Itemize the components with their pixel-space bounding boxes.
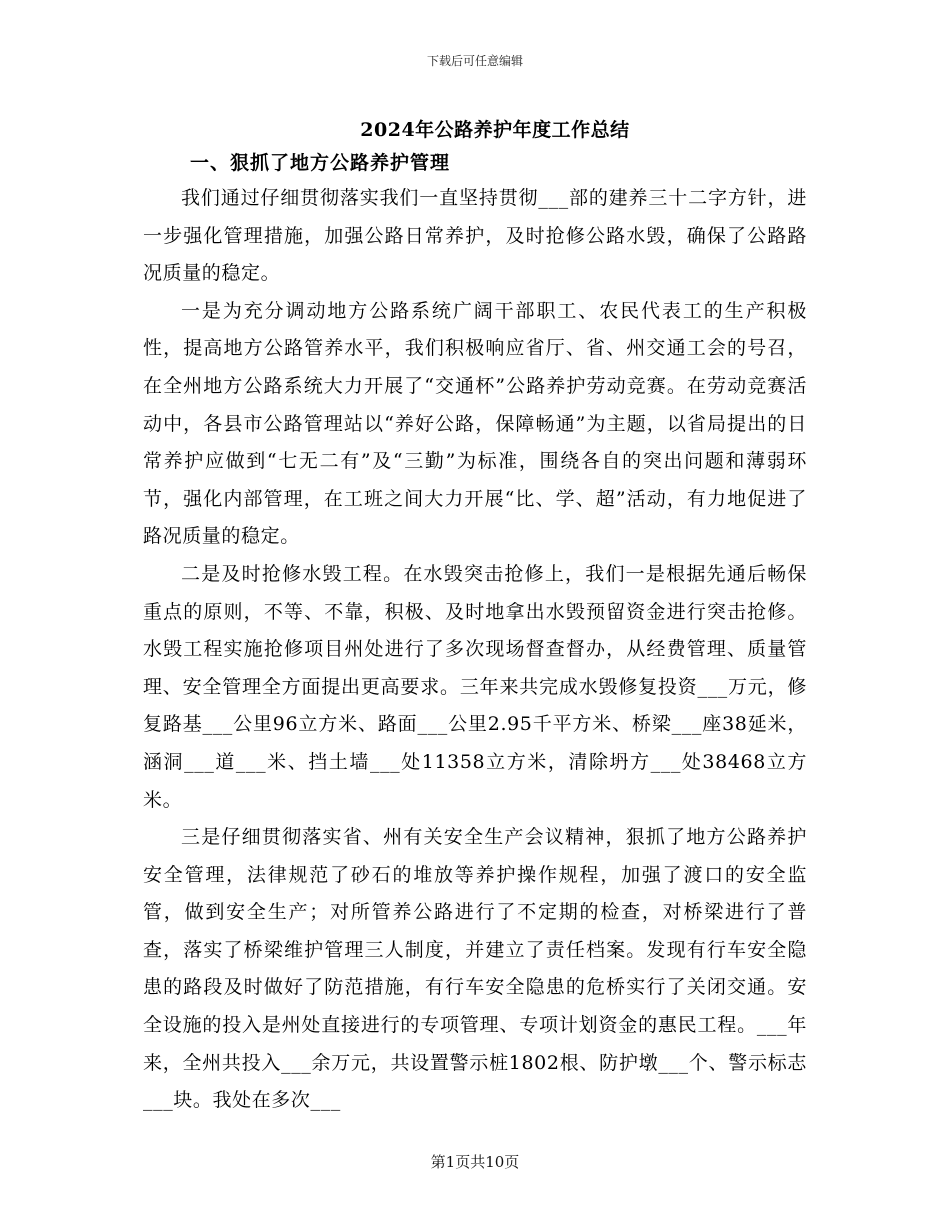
page-number-footer: 第1页共10页 [430, 1153, 520, 1171]
paragraph-intro: 我们通过仔细贯彻落实我们一直坚持贯彻___部的建养三十二字方针，进一步强化管理措施，加强公路日常养护，及时抢修公路水毁，确保了公路路况质量的稳定。 [143, 187, 807, 285]
document-title: 2024年公路养护年度工作总结 [360, 119, 630, 141]
paragraph-flood-repair: 二是及时抢修水毁工程。在水毁突击抢修上，我们一是根据先通后畅保重点的原则，不等、不靠，积极、及时地拿出水毁预留资金进行突击抢修。水毁工程实施抢修项目州处进行了多次现场督查督办，从经费管理、质量管理、安全管理全方面提出更高要求。三年来共完成水毁修复投资___万元，修复路基___公里96立方米、路面___公里2.95千平方米、桥梁___座38延米，涵洞___道___米、挡土墙___处11358立方米，清除坍方___处38468立方米。 [143, 562, 807, 811]
paragraph-labor-competition: 一是为充分调动地方公路系统广阔干部职工、农民代表工的生产积极性，提高地方公路管养水平，我们积极响应省厅、省、州交通工会的号召，在全州地方公路系统大力开展了“交通杯”公路养护劳动竞赛。在劳动竞赛活动中，各县市公路管理站以“养好公路，保障畅通”为主题，以省局提出的日常养护应做到“七无二有”及“三勤”为标准，围绕各自的突出问题和薄弱环节，强化内部管理，在工班之间大力开展“比、学、超”活动，有力地促进了路况质量的稳定。 [143, 299, 807, 548]
section-heading: 一、狠抓了地方公路养护管理 [190, 152, 451, 174]
page-header-note: 下载后可任意编辑 [426, 54, 523, 68]
document-body [143, 180, 807, 1120]
paragraph-safety-management: 三是仔细贯彻落实省、州有关安全生产会议精神，狠抓了地方公路养护安全管理，法律规范了砂石的堆放等养护操作规程，加强了渡口的安全监管，做到安全生产；对所管养公路进行了不定期的检查，对桥梁进行了普查，落实了桥梁维护管理三人制度，并建立了责任档案。发现有行车安全隐患的路段及时做好了防范措施，有行车安全隐患的危桥实行了关闭交通。安全设施的投入是州处直接进行的专项管理、专项计划资金的惠民工程。___年来，全州共投入___余万元，共设置警示桩1802根、防护墩___个、警示标志___块。我处在多次___ [143, 826, 807, 1112]
